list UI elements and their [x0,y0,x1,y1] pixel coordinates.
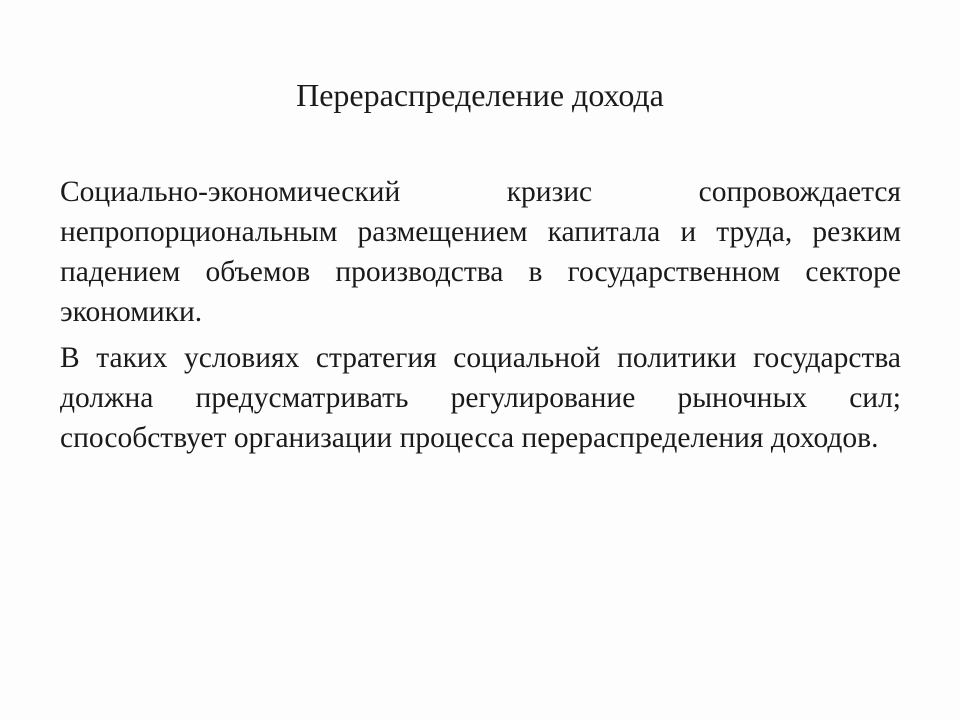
slide-body [60,172,901,458]
paragraph-policy: В таких условиях стратегия социальной политики государства должна предусматривать регулирование рыночных сил; способствует организации процесса перераспределения доходов. [60,342,901,454]
slide-title: Перераспределение дохода [296,77,664,113]
paragraph-crisis: Социально-экономический кризис сопровождается непропорциональным размещением капитала и труда, резким падением объемов производства в государственном секторе экономики. [60,176,901,328]
